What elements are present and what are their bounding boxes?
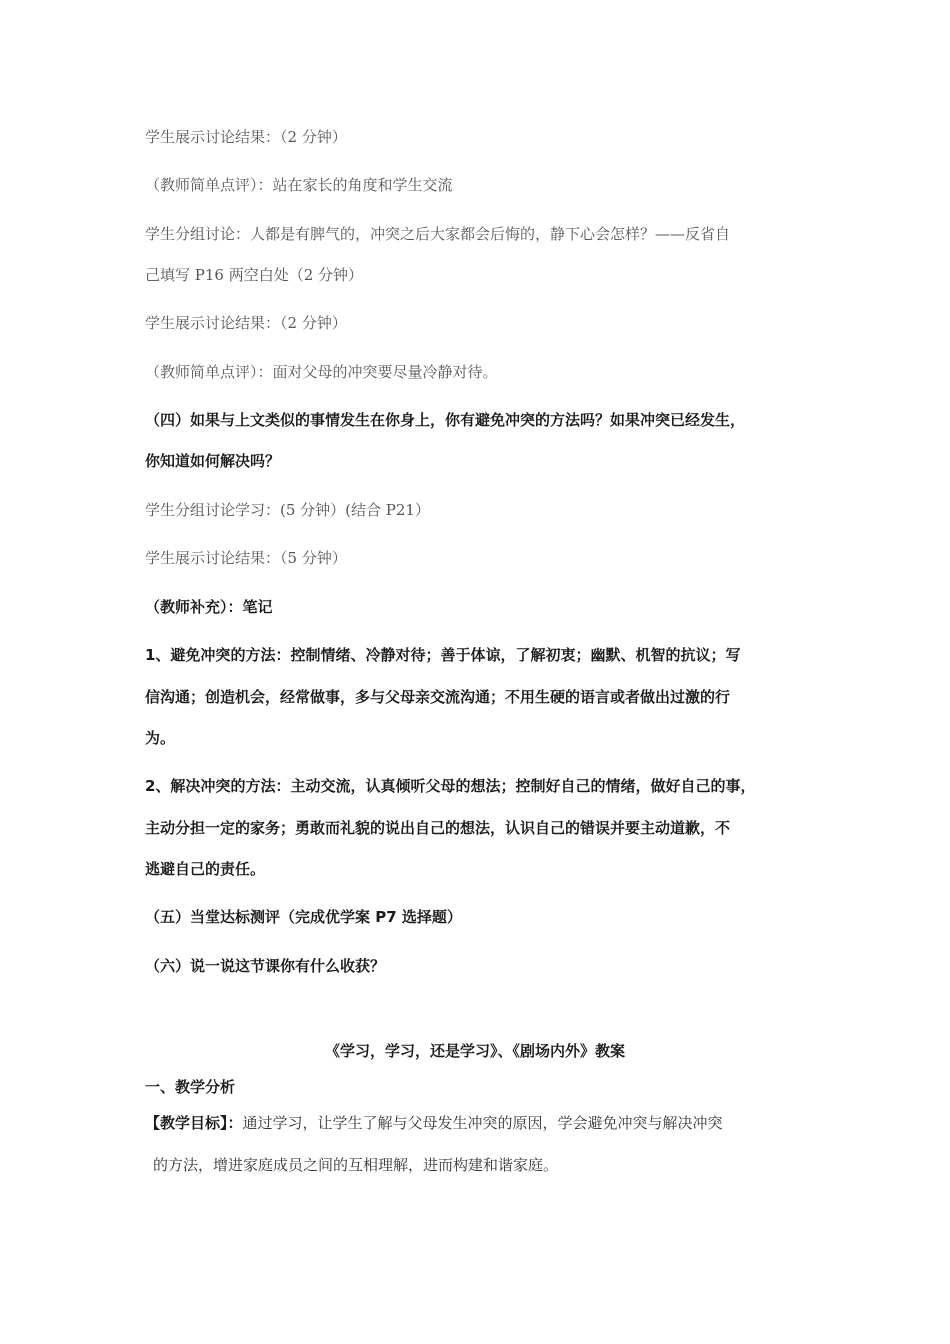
goal-text: 通过学习，让学生了解与父母发生冲突的原因，学会避免冲突与解决冲突 [242,1114,723,1132]
notes-line: 主动分担一定的家务；勇敢而礼貌的说出自己的想法，认识自己的错误并要主动道歉，不 [145,819,731,837]
section-heading-line: （四）如果与上文类似的事情发生在你身上，你有避免冲突的方法吗？如果冲突已经发生， [145,411,746,429]
goal-label: 【教学目标】： [145,1114,243,1132]
section-heading-line: （五）当堂达标测评（完成优学案 P7 选择题） [145,908,462,926]
paragraph-line: 学生分组讨论：人都是有脾气的，冲突之后大家都会后悔的，静下心会怎样？——反省自 [145,225,731,243]
notes-line: 2、解决冲突的方法：主动交流，认真倾听父母的想法；控制好自己的情绪，做好自己的事， [145,777,756,795]
notes-line: 信沟通；创造机会，经常做事，多与父母亲交流沟通；不用生硬的语言或者做出过激的行 [145,688,731,706]
paragraph-line: 学生分组讨论学习：(5 分钟）(结合 P21） [145,501,430,519]
paragraph-line: （教师简单点评）：站在家长的角度和学生交流 [145,176,453,194]
notes-line: 逃避自己的责任。 [145,860,266,878]
section-heading-line: 你知道如何解决吗？ [145,452,281,470]
goal-line-continued: 的方法，增进家庭成员之间的互相理解，进而构建和谐家庭。 [153,1156,559,1174]
notes-heading: （教师补充）：笔记 [145,598,273,616]
goal-line [145,1113,723,1133]
section-heading-line: （六）说一说这节课你有什么收获？ [145,957,386,975]
paragraph-line: 己填写 P16 两空白处（2 分钟） [145,266,364,284]
paragraph-line: 学生展示讨论结果：（2 分钟） [145,314,347,332]
paragraph-line: 学生展示讨论结果：（2 分钟） [145,128,347,146]
section-title: 一、教学分析 [145,1078,236,1096]
notes-line: 1、避免冲突的方法：控制情绪、冷静对待；善于体谅，了解初衷；幽默、机智的抗议；写 [145,646,741,664]
paragraph-line: 学生展示讨论结果：（5 分钟） [145,549,347,567]
paragraph-line: （教师简单点评）：面对父母的冲突要尽量冷静对待。 [145,363,498,381]
document-title: 《学习，学习，还是学习》、《剧场内外》教案 [324,1042,625,1060]
notes-line: 为。 [145,729,176,747]
